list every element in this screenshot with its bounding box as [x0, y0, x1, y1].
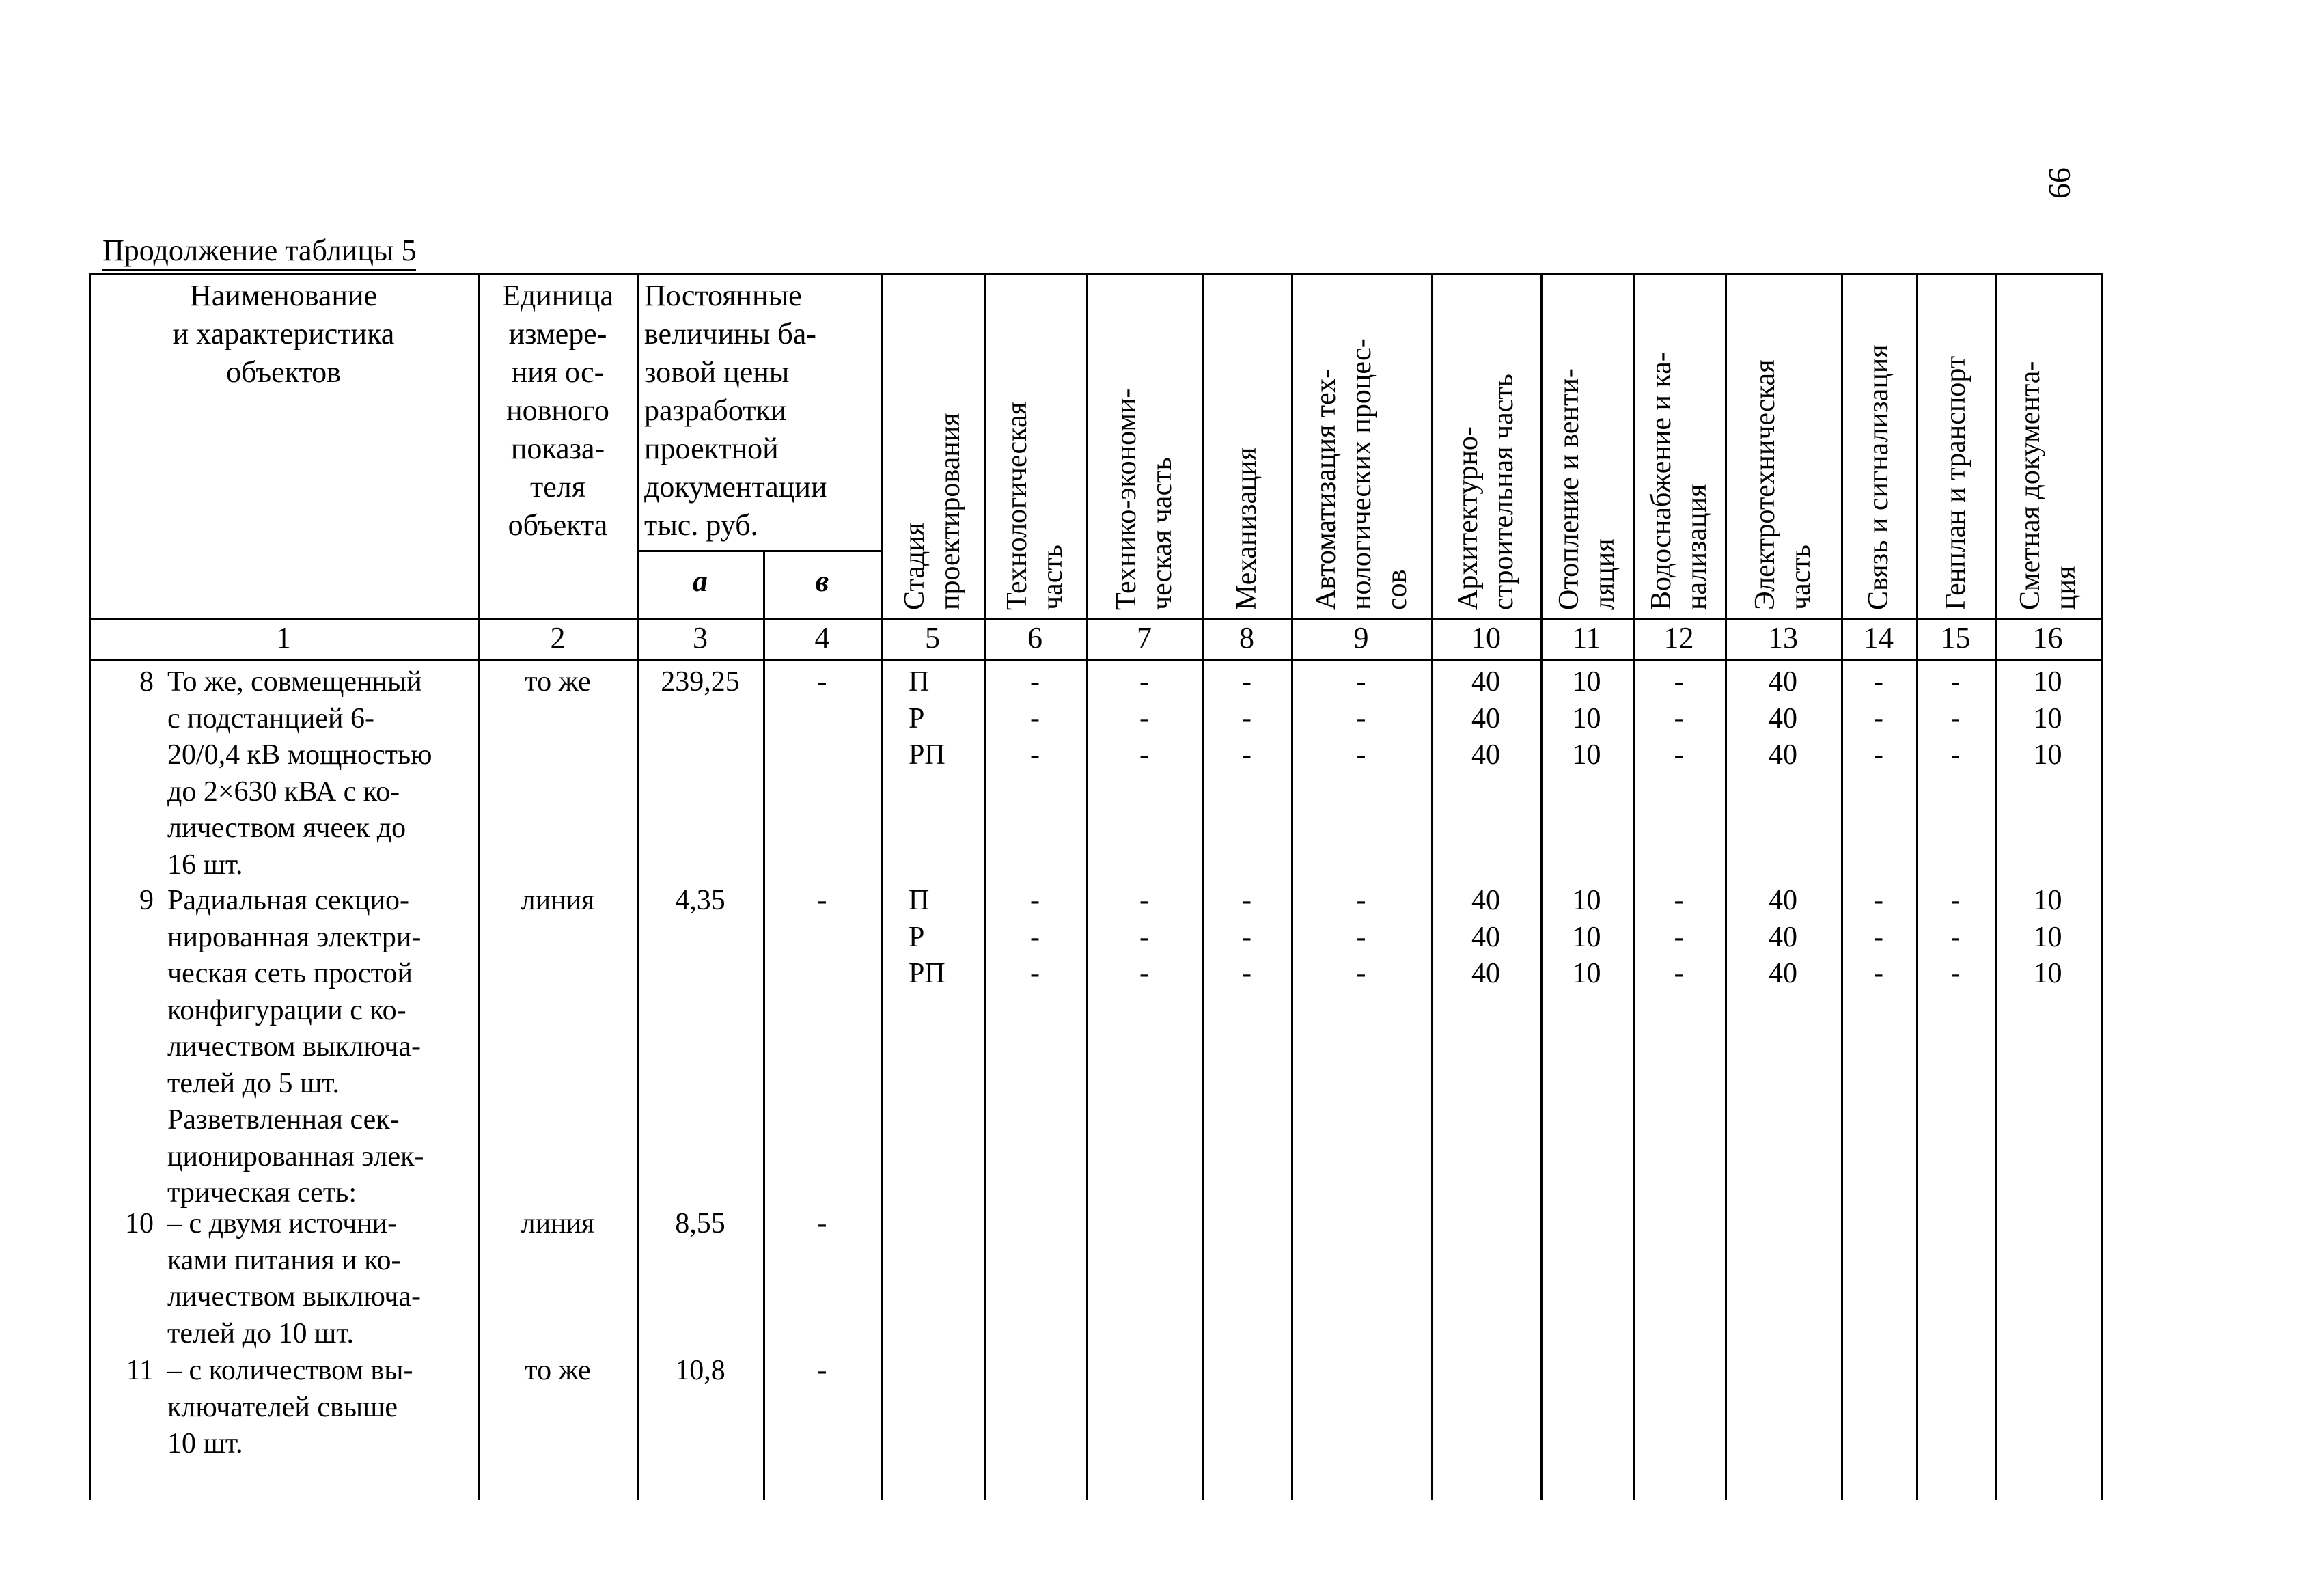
row-estimate-value: 10 — [2033, 666, 2062, 698]
header-unit-line: ния ос- — [511, 355, 605, 389]
page-number: 99 — [2043, 167, 2077, 199]
row-elec-value: 40 — [1769, 666, 1797, 698]
row-arch-value: 40 — [1471, 958, 1500, 989]
row-econ-value: - — [1139, 666, 1149, 698]
header-const-line: разработки — [644, 394, 787, 427]
header-elec — [1725, 273, 1841, 618]
caption-underline — [102, 269, 416, 271]
row-mech-value: - — [1242, 921, 1251, 953]
row-genplan-value: - — [1950, 885, 1961, 916]
row-estimate-value: 10 — [2033, 739, 2062, 771]
row-econ-value: - — [1139, 885, 1149, 916]
row-arch-value: 40 — [1471, 739, 1500, 771]
row-genplan-value: - — [1950, 739, 1961, 771]
header-unit-line: новного — [506, 394, 609, 427]
column-number: 11 — [1572, 621, 1601, 655]
row-description-line: ционированная элек- — [167, 1140, 424, 1172]
row-water-value: - — [1674, 958, 1684, 989]
row-water-value: - — [1674, 702, 1684, 734]
header-unit-line: измере- — [508, 317, 607, 350]
column-number: 6 — [1027, 621, 1042, 655]
row-elec-value: 40 — [1769, 702, 1797, 734]
column-number: 2 — [550, 621, 566, 655]
row-description-line: личеством выключа- — [167, 1281, 421, 1312]
header-genplan-line: Генплан и транспорт — [1939, 355, 1972, 610]
header-comm-text — [1861, 275, 1896, 610]
row-description-line: конфигурации с ко- — [167, 994, 406, 1026]
table-caption — [102, 232, 416, 269]
row-estimate-value: 10 — [2033, 921, 2062, 953]
row-unit: то же — [525, 666, 591, 698]
header-comm-line: Связь и сигнализация — [1863, 344, 1894, 610]
row-description — [167, 1353, 413, 1463]
row-description-line: с подстанцией 6- — [167, 702, 374, 734]
row-mech-value: - — [1242, 885, 1251, 916]
row-auto-value: - — [1356, 739, 1366, 771]
header-estimate-text — [2012, 275, 2084, 610]
row-comm-value: - — [1874, 958, 1883, 989]
header-arch-line: Архитектурно- — [1452, 426, 1484, 610]
header-heat-line: Отопление и венти- — [1553, 368, 1585, 610]
row-tech-value: - — [1030, 666, 1040, 698]
header-arch-line: строительная часть — [1488, 374, 1519, 610]
row-description-line: нированная электри- — [167, 921, 421, 953]
header-unit-line: Единица — [502, 279, 613, 312]
column-number: 12 — [1663, 621, 1694, 655]
row-heat-value: 10 — [1572, 739, 1601, 771]
column-number: 1 — [276, 621, 291, 655]
row-auto-value: - — [1356, 702, 1366, 734]
row-comm-value: - — [1874, 885, 1883, 916]
row-water-value: - — [1674, 739, 1684, 771]
row-price-b: - — [817, 885, 827, 916]
row-description-line: Разветвленная сек- — [167, 1104, 400, 1136]
row-comm-value: - — [1874, 739, 1883, 771]
row-comm-value: - — [1874, 666, 1883, 698]
header-arch — [1431, 273, 1540, 618]
row-auto-value: - — [1356, 921, 1366, 953]
header-water-line: Водоснабжение и ка- — [1645, 352, 1677, 610]
header-unit — [478, 277, 637, 545]
header-name — [89, 277, 478, 391]
row-unit: линия — [521, 885, 595, 916]
row-stage: П — [909, 885, 930, 916]
row-price-b: - — [817, 1355, 827, 1386]
row-price-b: - — [817, 666, 827, 698]
row-tech-value: - — [1030, 921, 1040, 953]
header-unit-line: теля — [530, 470, 585, 504]
column-number: 16 — [2032, 621, 2063, 655]
row-genplan-value: - — [1950, 921, 1961, 953]
column-number: 3 — [693, 621, 708, 655]
row-heat-value: 10 — [1572, 666, 1601, 698]
row-mech-value: - — [1242, 702, 1251, 734]
column-number: 7 — [1137, 621, 1152, 655]
column-number: 8 — [1239, 621, 1254, 655]
row-estimate-value: 10 — [2033, 702, 2062, 734]
column-number: 13 — [1768, 621, 1798, 655]
header-const — [644, 277, 874, 545]
header-econ-line: ческая часть — [1146, 457, 1178, 610]
table-column-border — [2101, 273, 2103, 1500]
row-description — [167, 883, 424, 1212]
row-water-value: - — [1674, 666, 1684, 698]
header-sub-a: а — [693, 564, 708, 598]
row-unit: линия — [521, 1208, 595, 1239]
row-elec-value: 40 — [1769, 921, 1797, 953]
header-auto-line: Автоматизация тех- — [1310, 368, 1342, 610]
row-description-line: То же, совмещенный — [167, 666, 422, 698]
row-mech-value: - — [1242, 666, 1251, 698]
row-description-line: Радиальная секцио- — [167, 885, 410, 916]
header-unit-line: объекта — [508, 508, 608, 542]
table-caption-text: Продолжение таблицы 5 — [102, 234, 417, 267]
row-price-b: - — [817, 1208, 827, 1239]
header-sub-b: в — [815, 564, 829, 598]
row-price-a: 4,35 — [675, 885, 725, 916]
header-genplan-text — [1938, 275, 1974, 610]
header-stage-line: проектирования — [935, 413, 966, 610]
row-stage: РП — [909, 958, 945, 989]
row-number: 10 — [125, 1208, 154, 1239]
header-arch-text — [1450, 275, 1521, 610]
row-description-line: до 2×630 кВА с ко- — [167, 775, 400, 808]
header-unit-line: показа- — [510, 432, 605, 465]
row-description-line: 16 шт. — [167, 849, 243, 881]
row-unit: то же — [525, 1355, 591, 1386]
row-genplan-value: - — [1950, 702, 1961, 734]
row-description — [167, 1206, 421, 1352]
header-mech-line: Механизация — [1231, 447, 1262, 610]
header-econ-line: Технико-экономи- — [1111, 388, 1142, 610]
header-stage — [881, 273, 984, 618]
row-heat-value: 10 — [1572, 885, 1601, 916]
header-estimate-line: ция — [2049, 566, 2081, 610]
row-econ-value: - — [1139, 739, 1149, 771]
row-description-line: – с количеством вы- — [167, 1355, 413, 1386]
header-heat — [1540, 273, 1633, 618]
header-econ — [1086, 273, 1202, 618]
header-estimate-line: Сметная документа- — [2014, 361, 2046, 610]
row-comm-value: - — [1874, 702, 1883, 734]
row-tech-value: - — [1030, 885, 1040, 916]
header-auto-line: нологических процес- — [1345, 338, 1377, 610]
row-comm-value: - — [1874, 921, 1883, 953]
header-genplan — [1916, 273, 1995, 618]
header-const-line: зовой цены — [644, 355, 790, 389]
header-estimate — [1995, 273, 2101, 618]
header-const-line: проектной — [644, 432, 779, 465]
header-auto — [1291, 273, 1431, 618]
header-name-line: Наименование — [189, 279, 378, 312]
header-elec-line: часть — [1785, 545, 1816, 610]
row-description — [167, 664, 432, 883]
header-econ-text — [1109, 275, 1180, 610]
header-heat-line: ляция — [1588, 538, 1620, 610]
row-mech-value: - — [1242, 958, 1251, 989]
row-auto-value: - — [1356, 666, 1366, 698]
header-const-line: тыс. руб. — [644, 508, 758, 542]
row-stage: Р — [909, 702, 925, 734]
row-econ-value: - — [1139, 958, 1149, 989]
column-numbers-bottom-border — [89, 659, 2101, 661]
row-tech-value: - — [1030, 958, 1040, 989]
row-description-line: личеством выключа- — [167, 1031, 421, 1062]
header-stage-text — [897, 275, 968, 610]
row-description-line: ческая сеть простой — [167, 958, 413, 989]
row-auto-value: - — [1356, 958, 1366, 989]
row-arch-value: 40 — [1471, 921, 1500, 953]
column-number: 14 — [1864, 621, 1894, 655]
row-description-line: ключателей свыше — [167, 1391, 398, 1423]
header-water-text — [1644, 275, 1715, 610]
header-heat-text — [1551, 275, 1622, 610]
row-arch-value: 40 — [1471, 885, 1500, 916]
column-number: 5 — [925, 621, 940, 655]
header-water — [1633, 273, 1725, 618]
header-name-line: и характеристика — [172, 317, 395, 350]
header-mech-text — [1229, 275, 1264, 610]
header-subrow-border — [637, 550, 881, 552]
row-description-line: телей до 10 шт. — [167, 1317, 354, 1349]
row-elec-value: 40 — [1769, 885, 1797, 916]
header-auto-text — [1308, 275, 1415, 610]
row-auto-value: - — [1356, 885, 1366, 916]
row-number: 9 — [139, 885, 154, 916]
table-column-border — [89, 273, 91, 1500]
row-estimate-value: 10 — [2033, 885, 2062, 916]
header-water-line: нализация — [1680, 484, 1713, 610]
header-const-line: величины ба- — [644, 317, 816, 350]
column-number: 15 — [1940, 621, 1971, 655]
header-const-line: документации — [644, 470, 827, 504]
row-genplan-value: - — [1950, 666, 1961, 698]
header-tech-line: часть — [1037, 545, 1068, 610]
header-tech — [984, 273, 1086, 618]
row-price-a: 8,55 — [675, 1208, 725, 1239]
row-number: 11 — [126, 1355, 154, 1386]
row-econ-value: - — [1139, 921, 1149, 953]
header-const-line: Постоянные — [644, 279, 802, 312]
row-description-line: личеством ячеек до — [167, 812, 406, 844]
row-heat-value: 10 — [1572, 702, 1601, 734]
header-auto-line: сов — [1381, 569, 1413, 610]
row-description-line: 10 шт. — [167, 1428, 243, 1459]
row-number: 8 — [139, 666, 154, 698]
row-price-a: 10,8 — [675, 1355, 725, 1386]
row-description-line: 20/0,4 кВ мощностью — [167, 739, 432, 771]
row-stage: Р — [909, 921, 925, 953]
row-arch-value: 40 — [1471, 702, 1500, 734]
row-tech-value: - — [1030, 739, 1040, 771]
row-heat-value: 10 — [1572, 958, 1601, 989]
row-water-value: - — [1674, 885, 1684, 916]
row-estimate-value: 10 — [2033, 958, 2062, 989]
column-number: 4 — [814, 621, 830, 655]
row-description-line: – с двумя источни- — [167, 1208, 398, 1239]
header-mech — [1202, 273, 1291, 618]
row-water-value: - — [1674, 921, 1684, 953]
header-comm — [1841, 273, 1916, 618]
row-tech-value: - — [1030, 702, 1040, 734]
row-description-line: телей до 5 шт. — [167, 1067, 340, 1099]
column-number: 10 — [1471, 621, 1501, 655]
row-description-line: ками питания и ко- — [167, 1244, 401, 1276]
row-econ-value: - — [1139, 702, 1149, 734]
column-number: 9 — [1353, 621, 1369, 655]
header-name-line: объектов — [226, 355, 341, 389]
row-mech-value: - — [1242, 739, 1251, 771]
row-elec-value: 40 — [1769, 739, 1797, 771]
row-stage: РП — [909, 739, 945, 771]
row-stage: П — [909, 666, 930, 698]
header-elec-line: Электротехническая — [1749, 359, 1781, 610]
header-tech-text — [999, 275, 1070, 610]
row-genplan-value: - — [1950, 958, 1961, 989]
row-heat-value: 10 — [1572, 921, 1601, 953]
header-elec-text — [1747, 275, 1818, 610]
header-stage-line: Стадия — [899, 522, 930, 610]
row-description-line: трическая сеть: — [167, 1177, 357, 1209]
header-tech-line: Технологическая — [1001, 402, 1033, 610]
row-price-a: 239,25 — [661, 666, 740, 698]
row-elec-value: 40 — [1769, 958, 1797, 989]
row-arch-value: 40 — [1471, 666, 1500, 698]
